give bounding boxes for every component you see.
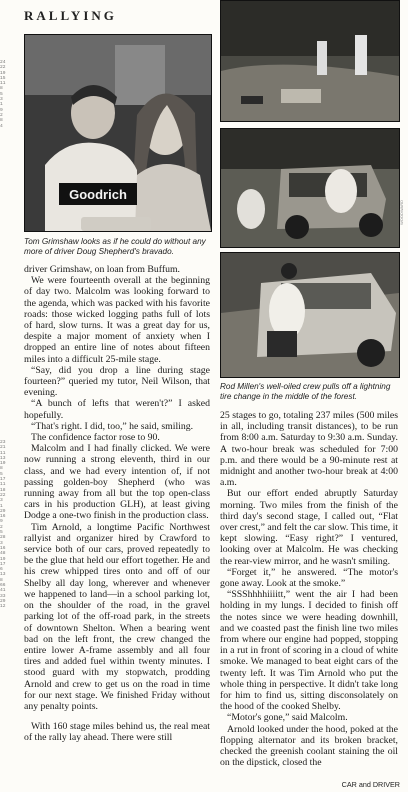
left-paragraph: Tim Arnold, a longtime Pacific Northwest rallyist and organizer hired by Crawford to service both of our cars, proved repeatedly to be the glue that held our effort together. He and his crew whipped tires onto and off of our Shelby all day long, wherever and whenever we happened to land—in a school parking lot, on the shoulder of the road, in the gravel parking lot of the off-road park, in the streets of downtown Shelton. When a bearing went bad on the left front, the crew changed the entire lower A-frame assembly and all four tires and added fuel within twenty minutes. I stood guard with my stopwatch, prodding Arnold and crew to get us on the road in time for our next stage. We finished Friday without any penalty points. — [24, 521, 210, 712]
left-paragraph: With 160 stage miles behind us, the real meat of the rally lay ahead. There were still — [24, 721, 210, 744]
forest-service-photo — [220, 0, 400, 122]
article-left-column — [24, 264, 210, 744]
crew-photo-caption: Rod Millen's well-oiled crew pulls off a lightning tire change in the middle of the forest. — [220, 382, 391, 402]
right-paragraph: 25 stages to go, totaling 237 miles (500 miles in all, including transit distances), to be run from 8:00 a.m. Saturday to 9:30 a.m. Sunday. A two-hour break was scheduled for 7:00 p.m. and there would be a 90-minute rest at midnight and another two-hour break at 4:00 a.m. — [220, 410, 398, 489]
left-paragraph: driver Grimshaw, on loan from Buffum. — [24, 264, 180, 275]
left-paragraph: “Say, did you drop a line during stage fourteen?” queried my tutor, Neil Wilson, that evening. — [24, 364, 210, 399]
article-right-column — [220, 410, 398, 769]
photo-credit: WOODWARD — [399, 200, 404, 225]
left-paragraph: “That's right. I did, too,” he said, smiling. — [31, 420, 194, 432]
car-repair-photo — [220, 128, 400, 248]
section-heading: RALLYING — [24, 8, 117, 23]
goodrich-patch-text: Goodrich — [69, 187, 127, 202]
right-paragraph: But our effort ended abruptly Saturday morning. Two miles from the finish of the third day's second stage, I called out, “Flat over crest,” and felt the car slow. This time, it kept slowing. “Easy right?” I ventured, looking over at Malcolm. He was checking the rear-view mirror, and he wasn't smiling. — [220, 488, 398, 567]
left-paragraph: “A bunch of lefts that weren't?” I asked hopefully. — [24, 398, 210, 421]
right-paragraph: “Forget it,” he answered. “The motor's gone away. Look at the smoke.” — [220, 566, 398, 590]
magazine-footer: CAR and DRIVER — [341, 780, 400, 789]
left-paragraph: We were fourteenth overall at the beginning of day two. Malcolm was looking forward to the agenda, which was packed with his favorite roads: those wicked logging paths full of lots of hard, slow turns. It was a great day for us, despite a major moment of anxiety when I dropped an entire line of notes about fifteen miles into a difficult 25-mile stage. — [24, 275, 210, 365]
margin-edge-text: 24 22 19 15 11 8 5 3 1 9 2 8 4 — [0, 60, 6, 129]
right-paragraph: “Motor's gone,” said Malcolm. — [227, 712, 348, 724]
tire-change-photo — [220, 252, 400, 378]
margin-edge-figures: 23 21 11 13 10 8 5 17 11 18 22 3 1 29 16 9 2 5 28 3 16 48 19 17 6 13 8 66 41 33 29 12 — [0, 440, 6, 610]
main-photo — [24, 34, 212, 232]
right-paragraph: “SSShhhhiiiitt,” went the air I had been holding in my lungs. I decided to finish off the notes since we were heading downhill, and we coasted past the finish line two miles from where our engine had popped, stopping in a rut in front of scoring in a cloud of white smoke. We managed to beat eight cars of the twenty left. It was Tim Arnold who put the whole thing in perspective. It didn't take long for him to find us, sitting disconsolately on the hood of the cooked Shelby. — [220, 589, 398, 713]
left-paragraph: The confidence factor rose to 90. — [31, 432, 160, 444]
left-paragraph: Malcolm and I had finally clicked. We were now running a strong eleventh, third in our class, and we had every intention of, if not passing golden-boy Shepherd (who was running away from all but the top open-class cars in his production GLH), at least giving Dodge a one-two finish in the production class. — [24, 443, 210, 522]
main-photo-caption: Tom Grimshaw looks as if he could do without any more of driver Doug Shepherd's bravado. — [24, 237, 206, 257]
right-paragraph: Arnold looked under the hood, poked at the flopping alternator and its broken bracket, checked the greenish coolant staining the oil on the dipstick, closed the — [220, 723, 398, 769]
